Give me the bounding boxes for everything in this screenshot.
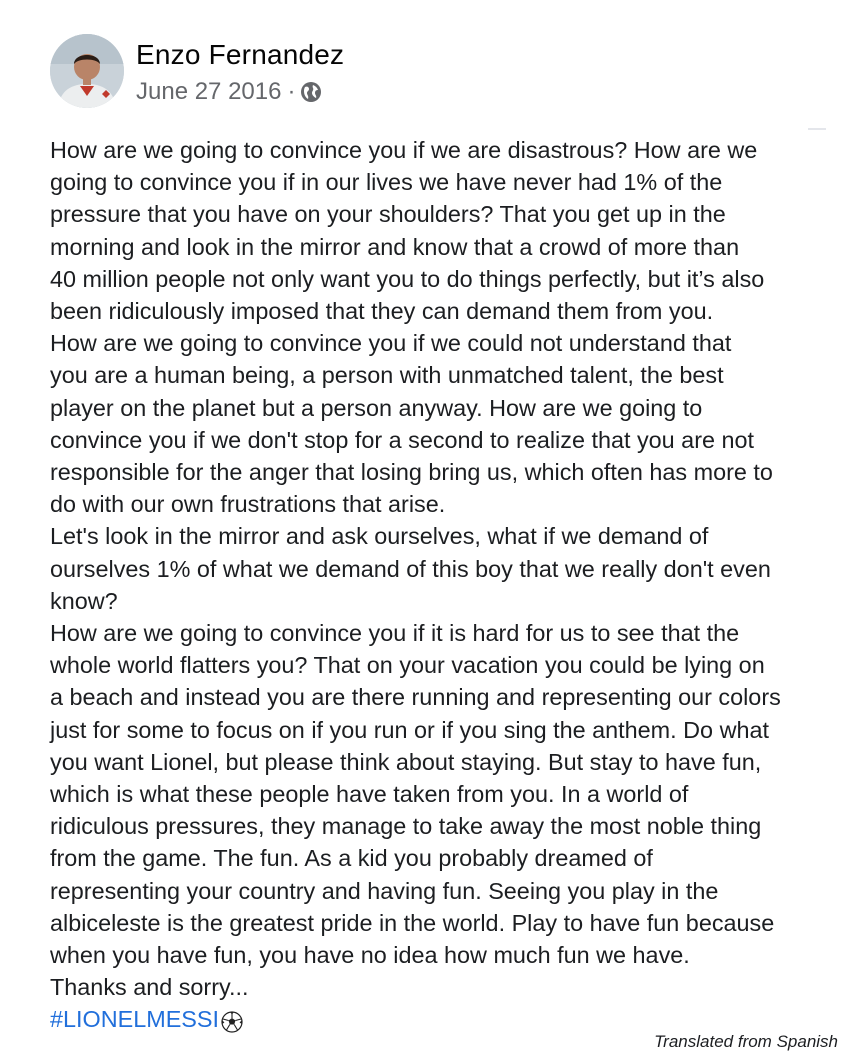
hashtag-link[interactable]: #LIONELMESSI — [50, 1006, 219, 1033]
avatar[interactable] — [50, 34, 124, 108]
meta-separator: · — [287, 78, 296, 105]
soccer-ball-icon — [221, 1009, 243, 1031]
post-paragraph: How are we going to convince you if we are disastrous? How are we going to convince you if in our lives we have never had 1% of the pressure that you have on your shoulders? That you get up in the morning and look in the mirror and know that a crowd of more than 40 million people not only want you to do things perfectly, but it’s also been ridiculously imposed that they can demand them from you. — [50, 137, 765, 325]
post-paragraph: Let's look in the mirror and ask ourselves, what if we demand of ourselves 1% of what we demand of this boy that we really don't even know? — [50, 523, 771, 614]
globe-icon[interactable] — [300, 81, 322, 103]
hashtag-row — [50, 1003, 830, 1035]
translation-note: Translated from Spanish — [654, 1032, 838, 1051]
post-paragraph: How are we going to convince you if it is hard for us to see that the whole world flatters you? That on your vacation you could be lying on a beach and instead you are there running and representing our colors just for some to focus on if you run or if you sing the anthem. Do what you want Lionel, but please think about staying. But stay to have fun, which is what these people have taken from you. In a world of ridiculous pressures, they manage to take away the most noble thing from the game. The fun. As a kid you probably dreamed of representing your country and having fun. Seeing you play in the albiceleste is the greatest pride in the world. Play to have fun because when you have fun, you have no idea how much fun we have. — [50, 620, 781, 969]
post-paragraph: Thanks and sorry... — [50, 974, 249, 1001]
post-date[interactable]: June 27 2016 — [136, 78, 282, 105]
post-body — [50, 134, 830, 1036]
post-header — [50, 34, 344, 108]
post-meta — [136, 78, 344, 106]
post-paragraph: How are we going to convince you if we could not understand that you are a human being, a person with unmatched talent, the best player on the planet but a person anyway. How are we going to convince you if we don't stop for a second to realize that you are not responsible for the anger that losing bring us, which often has more to do with our own frustrations that arise. — [50, 330, 773, 518]
divider — [808, 128, 826, 130]
author-name[interactable]: Enzo Fernandez — [136, 39, 345, 70]
